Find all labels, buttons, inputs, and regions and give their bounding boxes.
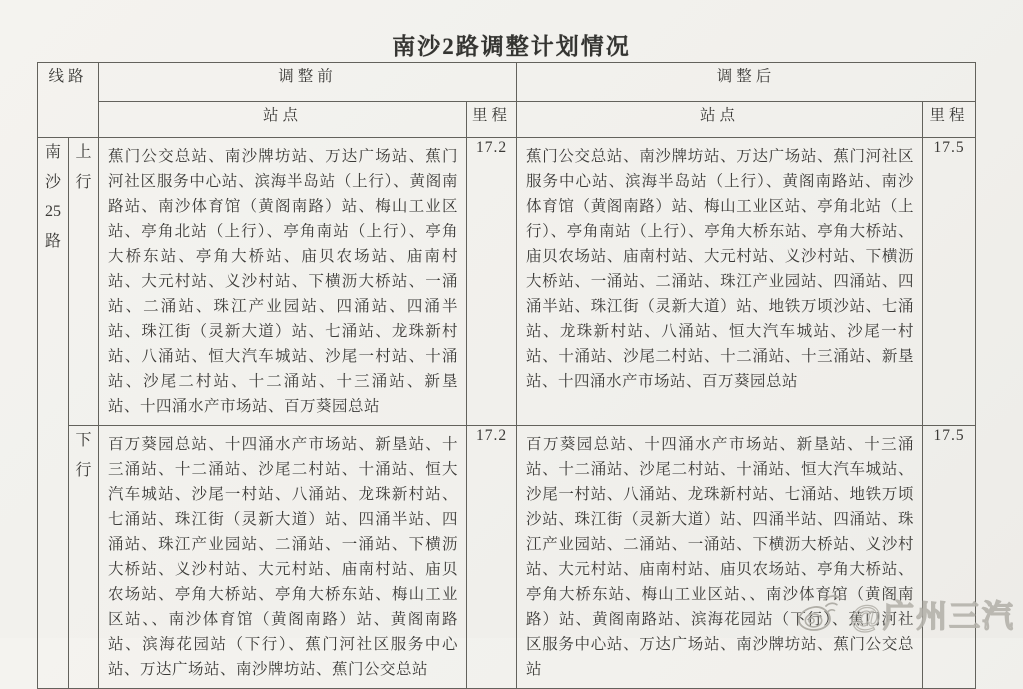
after-down-stops-cell: 百万葵园总站、十四涌水产市场站、新垦站、十三涌站、十二涌站、沙尾二村站、十涌站、恒大汽车城站、沙尾一村站、八涌站、龙珠新村站、七涌站、地铁万顷沙站、珠江街（灵新大道）站、四涌半站、四涌站、珠江产业园站、二涌站、一涌站、下横沥大桥站、义沙村站、大元村站、庙南村站、庙贝农场站、亭角大桥站、亭角大桥东站、梅山工业区站、、南沙体育馆（黄阁南路）站、黄阁南路站、滨海花园站（下行）、蕉门河社区服务中心站、万达广场站、南沙牌坊站、蕉门公交总站	[517, 426, 923, 689]
header-before-stops: 站点	[99, 102, 467, 138]
route-name-char: 南	[44, 144, 61, 161]
direction-up-cell	[69, 138, 99, 426]
route-name-char: 沙	[44, 173, 61, 191]
before-down-mileage-cell: 17.2	[467, 426, 517, 689]
route-name-cell	[38, 138, 69, 689]
page-title: 南沙2路调整计划情况	[392, 34, 631, 59]
header-after-stops: 站点	[517, 102, 923, 138]
watermark-handle: @广州三汽	[850, 599, 1015, 634]
before-up-stops-cell: 蕉门公交总站、南沙牌坊站、万达广场站、蕉门河社区服务中心站、滨海半岛站（上行）、黄阁南路站、南沙体育馆（黄阁南路）站、梅山工业区站、亭角北站（上行）、亭角南站（上行）、亭角大桥东站、亭角大桥站、庙贝农场站、庙南村站、大元村站、义沙村站、下横沥大桥站、一涌站、二涌站、珠江产业园站、四涌站、四涌半站、珠江街（灵新大道）站、七涌站、龙珠新村站、八涌站、恒大汽车城站、沙尾一村站、十涌站、沙尾二村站、十二涌站、十三涌站、新垦站、十四涌水产市场站、百万葵园总站	[99, 138, 467, 426]
direction-char: 行	[75, 173, 92, 191]
table-row-down	[38, 426, 976, 689]
header-before: 调整前	[99, 63, 517, 102]
direction-char: 行	[75, 461, 92, 479]
before-up-mileage-cell: 17.2	[467, 138, 517, 426]
route-adjustment-table	[37, 62, 976, 689]
header-route-group: 线路	[38, 63, 99, 138]
table-row-up	[38, 138, 976, 426]
header-after: 调整后	[517, 63, 976, 102]
direction-down-cell	[69, 426, 99, 689]
header-after-mileage: 里程	[923, 102, 976, 138]
after-up-stops-cell: 蕉门公交总站、南沙牌坊站、万达广场站、蕉门河社区服务中心站、滨海半岛站（上行）、黄阁南路站、南沙体育馆（黄阁南路）站、梅山工业区站、亭角北站（上行）、亭角南站（上行）、亭角大桥东站、亭角大桥站、庙贝农场站、庙南村站、大元村站、义沙村站、下横沥大桥站、一涌站、二涌站、珠江产业园站、四涌站、四涌半站、珠江街（灵新大道）站、地铁万顷沙站、七涌站、龙珠新村站、八涌站、恒大汽车城站、沙尾一村站、十涌站、沙尾二村站、十二涌站、十三涌站、新垦站、十四涌水产市场站、百万葵园总站	[517, 138, 923, 426]
direction-char: 上	[75, 144, 92, 161]
route-name-char: 25	[45, 203, 61, 221]
route-name-char: 路	[44, 232, 61, 250]
after-down-mileage-cell: 17.5	[923, 426, 976, 689]
after-up-mileage-cell: 17.5	[923, 138, 976, 426]
header-before-mileage: 里程	[467, 102, 517, 138]
before-down-stops-cell: 百万葵园总站、十四涌水产市场站、新垦站、十三涌站、十二涌站、沙尾二村站、十涌站、恒大汽车城站、沙尾一村站、八涌站、龙珠新村站、七涌站、珠江街（灵新大道）站、四涌半站、四涌站、珠江产业园站、二涌站、一涌站、下横沥大桥站、义沙村站、大元村站、庙南村站、庙贝农场站、亭角大桥站、亭角大桥东站、梅山工业区站、、南沙体育馆（黄阁南路）站、黄阁南路站、滨海花园站（下行）、蕉门河社区服务中心站、万达广场站、南沙牌坊站、蕉门公交总站	[99, 426, 467, 689]
direction-char: 下	[75, 432, 92, 449]
